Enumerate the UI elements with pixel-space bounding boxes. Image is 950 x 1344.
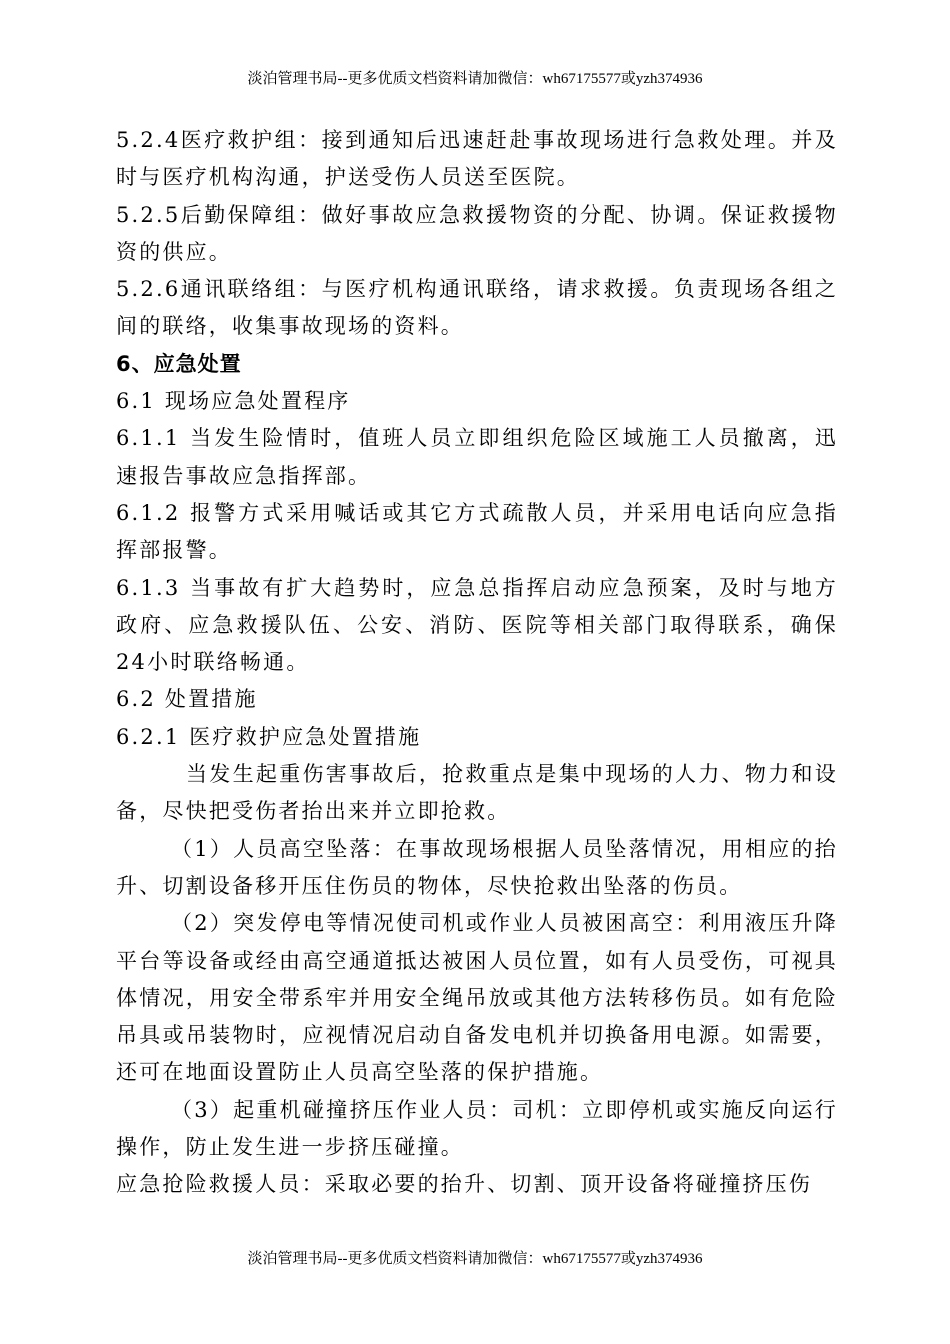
subheading-6-2: 6.2 处置措施 <box>116 687 258 712</box>
paragraph-5-2-6: 5.2.6通讯联络组：与医疗机构通讯联络，请求救援。负责现场各组之间的联络，收集事故现场的资料。 <box>116 277 838 339</box>
document-body <box>116 122 838 1204</box>
paragraph-item-1: （1）人员高空坠落：在事故现场根据人员坠落情况，用相应的抬升、切割设备移开压住伤员的物体，尽快抢救出坠落的伤员。 <box>116 836 838 898</box>
paragraph-rescue-focus: 当发生起重伤害事故后，抢救重点是集中现场的人力、物力和设备，尽快把受伤者抬出来并立即抢救。 <box>116 762 838 824</box>
page-header: 淡泊管理书局--更多优质文档资料请加微信：wh67175577或yzh374936 <box>247 71 703 87</box>
paragraph-item-3: （3）起重机碰撞挤压作业人员：司机：立即停机或实施反向运行操作，防止发生进一步挤压碰撞。 <box>116 1097 838 1160</box>
paragraph-6-1-3: 6.1.3 当事故有扩大趋势时，应急总指挥启动应急预案，及时与地方政府、应急救援队伍、公安、消防、医院等相关部门取得联系，确保24小时联络畅通。 <box>116 575 838 675</box>
paragraph-rescue-personnel: 应急抢险救援人员：采取必要的抬升、切割、顶开设备将碰撞挤压伤 <box>116 1172 812 1197</box>
page-footer: 淡泊管理书局--更多优质文档资料请加微信：wh67175577或yzh374936 <box>247 1251 703 1267</box>
subheading-6-2-1: 6.2.1 医疗救护应急处置措施 <box>116 724 422 749</box>
paragraph-6-1-1: 6.1.1 当发生险情时，值班人员立即组织危险区域施工人员撤离，迅速报告事故应急指挥部。 <box>116 426 838 488</box>
subheading-6-1: 6.1 现场应急处置程序 <box>116 389 351 414</box>
paragraph-5-2-5: 5.2.5后勤保障组：做好事故应急救援物资的分配、协调。保证救援物资的供应。 <box>116 202 838 264</box>
section-heading-6: 6、应急处置 <box>116 351 242 376</box>
paragraph-6-1-2: 6.1.2 报警方式采用喊话或其它方式疏散人员，并采用电话向应急指挥部报警。 <box>116 500 838 563</box>
paragraph-5-2-4: 5.2.4医疗救护组：接到通知后迅速赶赴事故现场进行急救处理。并及时与医疗机构沟通，护送受伤人员送至医院。 <box>116 128 838 190</box>
paragraph-item-2: （2）突发停电等情况使司机或作业人员被困高空：利用液压升降平台等设备或经由高空通道抵达被困人员位置，如有人员受伤，可视具体情况，用安全带系牢并用安全绳吊放或其他方法转移伤员。如有危险吊具或吊装物时，应视情况启动自备发电机并切换备用电源。如需要，还可在地面设置防止人员高空坠落的保护措施。 <box>116 911 838 1085</box>
